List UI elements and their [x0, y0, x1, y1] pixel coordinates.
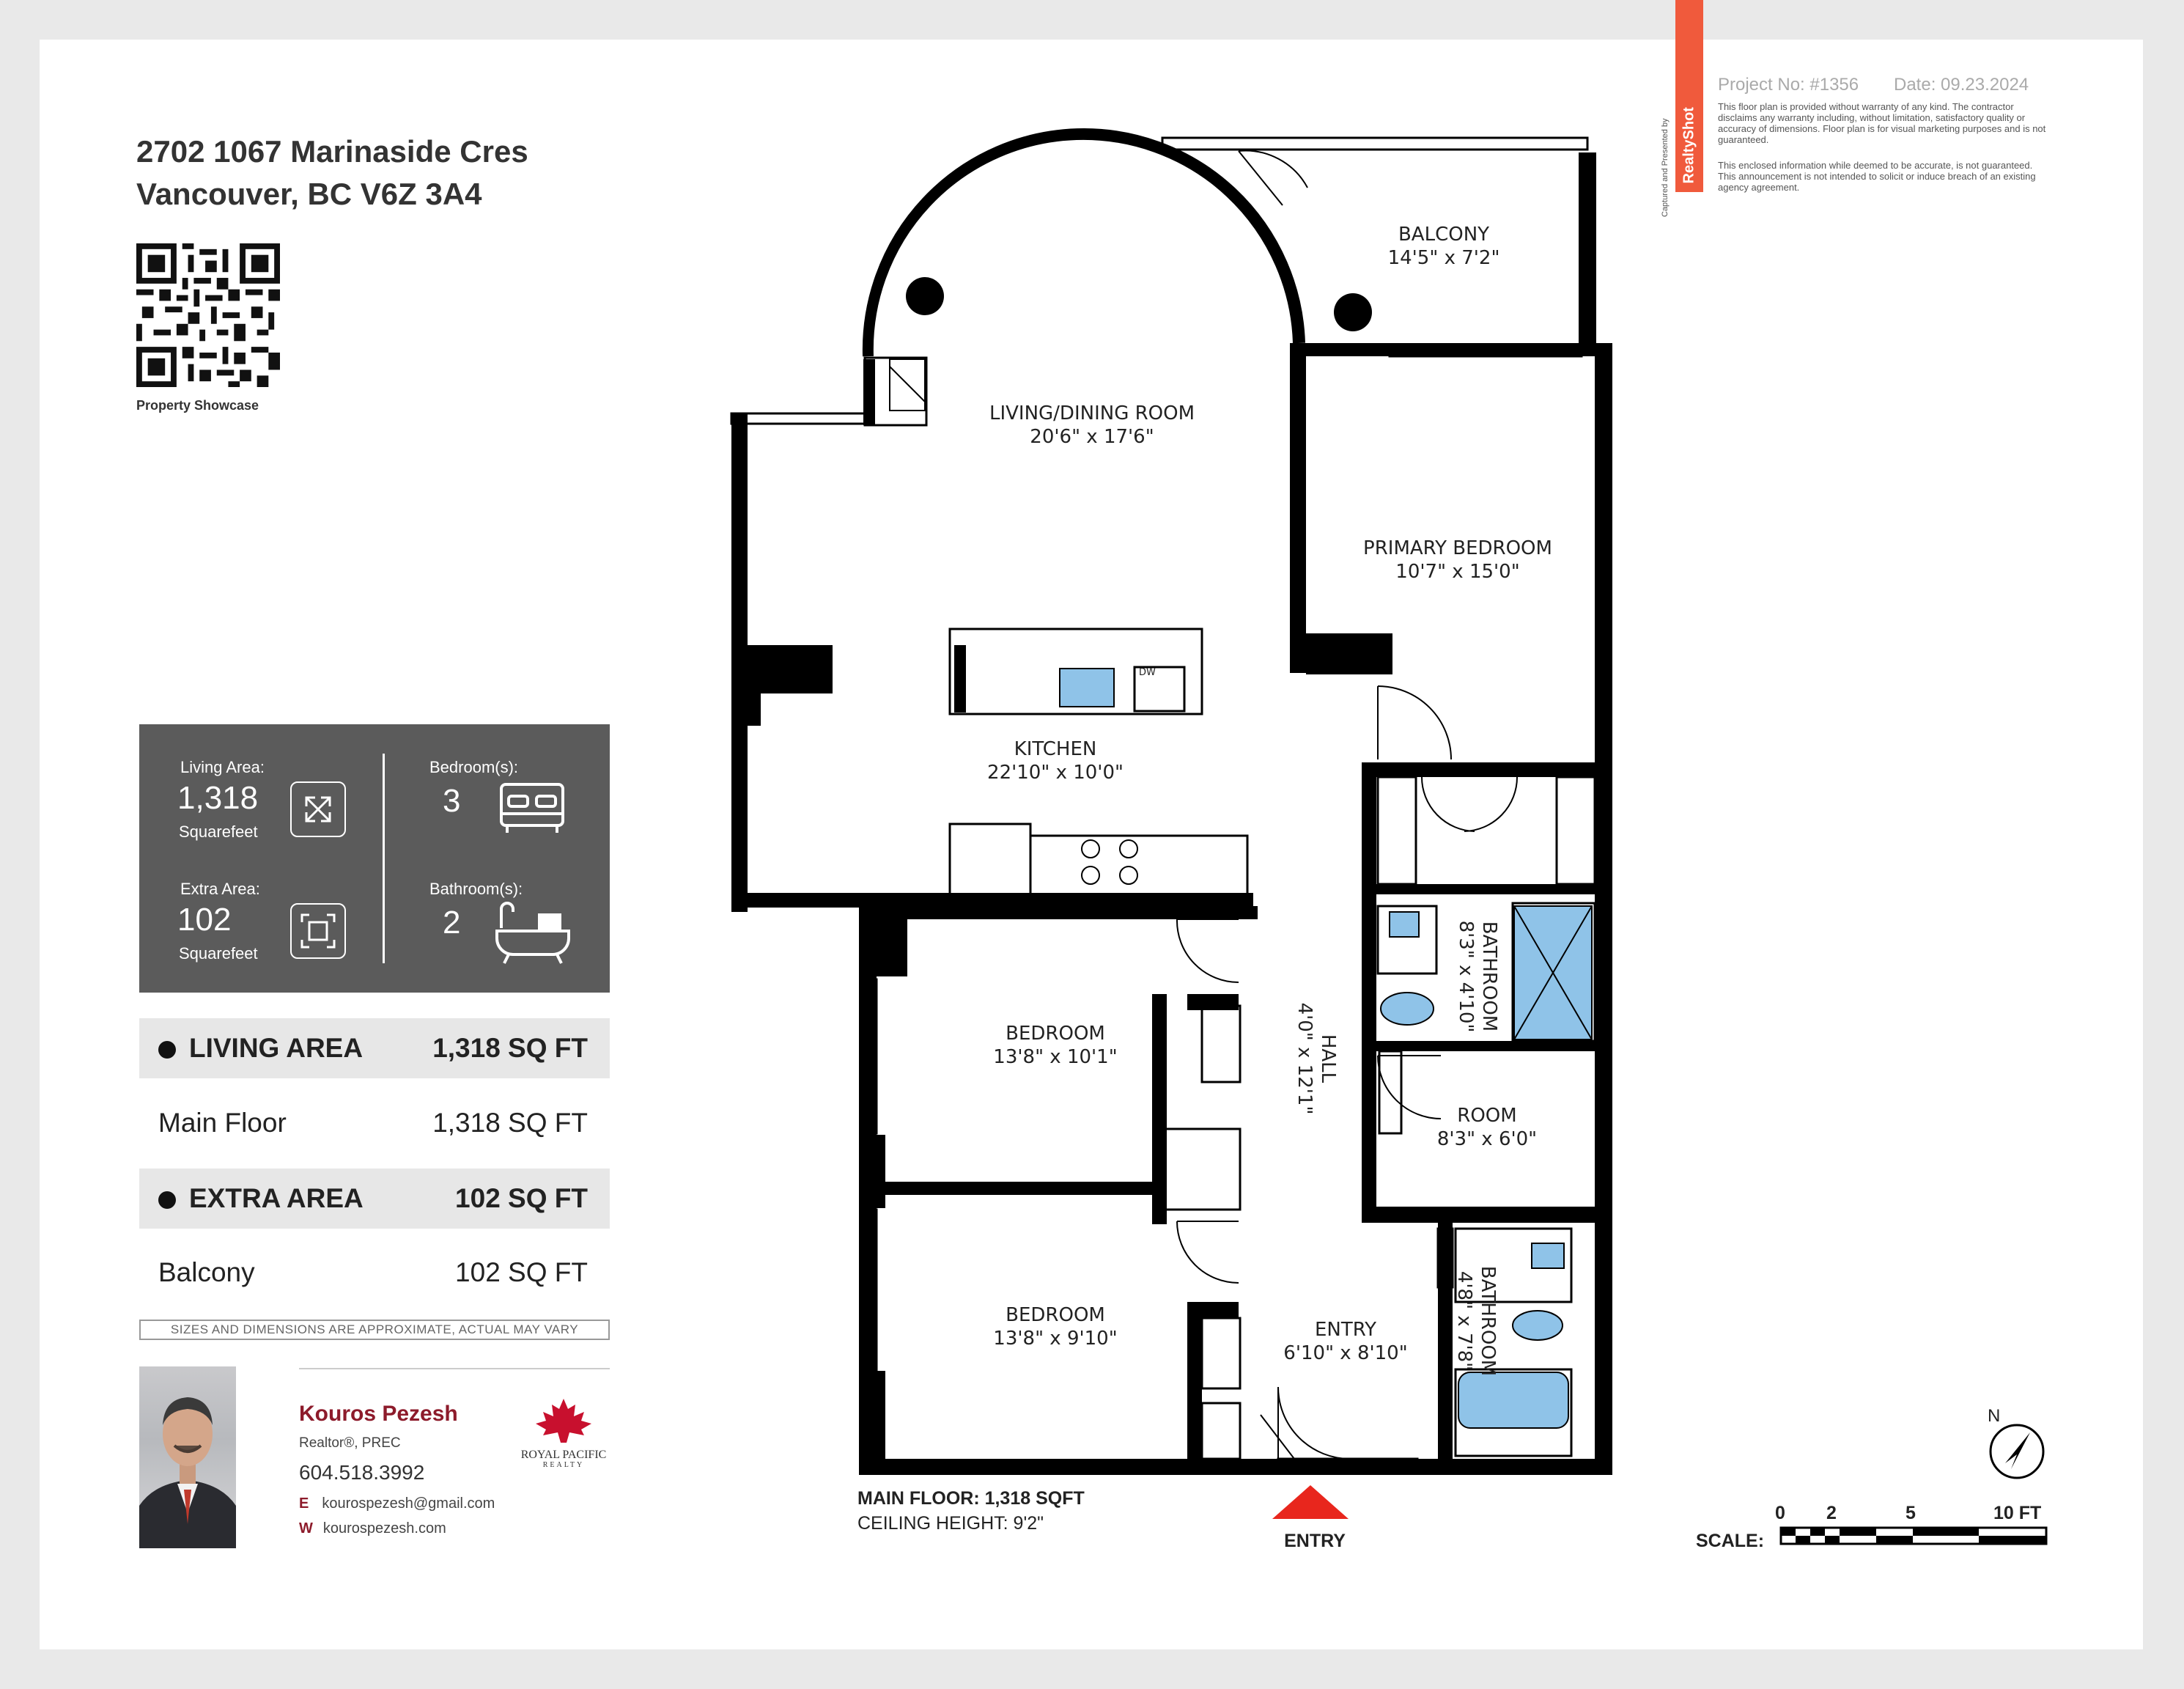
living-area-heading: LIVING AREA [189, 1033, 364, 1063]
main-floor-label: Main Floor [158, 1108, 287, 1138]
scale-tick-0: 0 [1775, 1503, 1785, 1523]
email-prefix: E [299, 1495, 309, 1512]
project-date: Date: 09.23.2024 [1894, 75, 2029, 95]
scale-tick-5: 5 [1906, 1503, 1916, 1523]
room-bathroom-1 [1454, 903, 1501, 1050]
room-living-dim: 20'6" x 17'6" [1030, 426, 1154, 448]
room-bed1-dim: 13'8" x 10'1" [993, 1046, 1118, 1068]
scale-tick-2: 2 [1826, 1503, 1837, 1523]
entry-marker-text: ENTRY [1284, 1531, 1346, 1551]
address-line-2: Vancouver, BC V6Z 3A4 [136, 177, 482, 211]
room-primary-name: PRIMARY BEDROOM [1363, 537, 1552, 559]
room-primary-bedroom [1337, 537, 1579, 584]
brokerage-name: ROYAL PACIFIC [520, 1449, 607, 1461]
room-bath1-dim: 8'3" x 4'10" [1455, 920, 1477, 1033]
room-room [1417, 1104, 1557, 1151]
extra-area-unit: Squarefeet [179, 944, 258, 963]
entry-arrow-icon [1272, 1485, 1349, 1519]
bedrooms-label: Bedroom(s): [429, 758, 519, 776]
agent-phone[interactable]: 604.518.3992 [299, 1461, 425, 1484]
living-area-total: 1,318 SQ FT [432, 1033, 588, 1063]
room-balcony-dim: 14'5" x 7'2" [1387, 247, 1500, 269]
living-area-value: 1,318 [177, 780, 259, 816]
room-kitchen-dim: 22'10" x 10'0" [987, 762, 1124, 784]
balcony-value: 102 SQ FT [455, 1257, 588, 1287]
room-balcony-name: BALCONY [1398, 224, 1490, 246]
room-hall [1293, 978, 1340, 1139]
room-kitchen [960, 737, 1151, 784]
room-entry-dim: 6'10" x 8'10" [1283, 1342, 1408, 1364]
room-living-name: LIVING/DINING ROOM [989, 402, 1195, 424]
room-room-name: ROOM [1457, 1105, 1517, 1127]
extra-area-total: 102 SQ FT [455, 1183, 588, 1213]
extra-area-label: Extra Area: [180, 880, 260, 898]
address-line-1: 2702 1067 Marinaside Cres [136, 134, 528, 169]
room-entry [1265, 1318, 1426, 1365]
room-bath1-name: BATHROOM [1478, 921, 1500, 1032]
warranty-disclaimer: This floor plan is provided without warranty of any kind. The contractor disclaims any warranty including, without limitation, satisfactory quality or accuracy of dimensions. Floor plan is for visual marketing purposes and is not guaranteed. [1718, 101, 2046, 145]
room-bath2-name: BATHROOM [1477, 1265, 1499, 1377]
room-balcony [1363, 223, 1524, 270]
room-bed1-name: BEDROOM [1006, 1023, 1105, 1045]
bedrooms-value: 3 [443, 783, 461, 819]
ceiling-height: CEILING HEIGHT: 9'2" [857, 1513, 1044, 1534]
extra-area-value: 102 [177, 902, 232, 938]
agent-email: kourospezesh@gmail.com [322, 1495, 495, 1512]
room-hall-name: HALL [1317, 1034, 1339, 1083]
agency-disclaimer: This enclosed information while deemed to be accurate, is not guaranteed. This announcement is not intended to solicit or induce breach of an existing agency agreement. [1718, 160, 2036, 193]
scale-tick-10: 10 FT [1993, 1503, 2042, 1523]
room-bedroom-1 [967, 1022, 1143, 1069]
room-bathroom-2 [1453, 1255, 1499, 1387]
balcony-label: Balcony [158, 1257, 255, 1287]
room-bath2-dim: 4'8" x 7'8" [1453, 1270, 1475, 1372]
room-entry-name: ENTRY [1314, 1319, 1377, 1341]
room-bed2-name: BEDROOM [1006, 1304, 1105, 1326]
project-number: Project No: #1356 [1718, 75, 1859, 95]
qr-caption: Property Showcase [136, 398, 259, 413]
realtyshot-brand: RealtyShot [1681, 107, 1697, 184]
room-living-dining [945, 402, 1239, 449]
room-kitchen-name: KITCHEN [1014, 738, 1097, 760]
scale-label: SCALE: [1696, 1531, 1765, 1551]
bathrooms-label: Bathroom(s): [429, 880, 523, 898]
agent-title: Realtor®, PREC [299, 1435, 401, 1451]
extra-area-heading: EXTRA AREA [189, 1183, 364, 1213]
main-floor-area: MAIN FLOOR: 1,318 SQFT [857, 1488, 1085, 1509]
living-area-unit: Squarefeet [179, 823, 258, 841]
room-hall-dim: 4'0" x 12'1" [1294, 1002, 1316, 1115]
room-bedroom-2 [967, 1303, 1143, 1350]
web-prefix: W [299, 1520, 313, 1537]
room-room-dim: 8'3" x 6'0" [1436, 1128, 1538, 1150]
agent-name: Kouros Pezesh [299, 1402, 458, 1426]
agent-website: kourospezesh.com [322, 1520, 446, 1537]
brokerage-sub: REALTY [542, 1461, 585, 1469]
living-area-label: Living Area: [180, 758, 265, 776]
scale-bar [1781, 1528, 2046, 1544]
north-label: N [1988, 1406, 2001, 1426]
realtyshot-side-text: Captured and Presented by [1661, 118, 1670, 217]
room-bed2-dim: 13'8" x 9'10" [993, 1328, 1118, 1350]
bathrooms-value: 2 [443, 905, 461, 941]
size-disclaimer: SIZES AND DIMENSIONS ARE APPROXIMATE, ACTUAL MAY VARY [139, 1320, 610, 1340]
dishwasher-label: DW [1139, 667, 1156, 678]
room-primary-dim: 10'7" x 15'0" [1395, 561, 1520, 583]
main-floor-value: 1,318 SQ FT [432, 1108, 588, 1138]
